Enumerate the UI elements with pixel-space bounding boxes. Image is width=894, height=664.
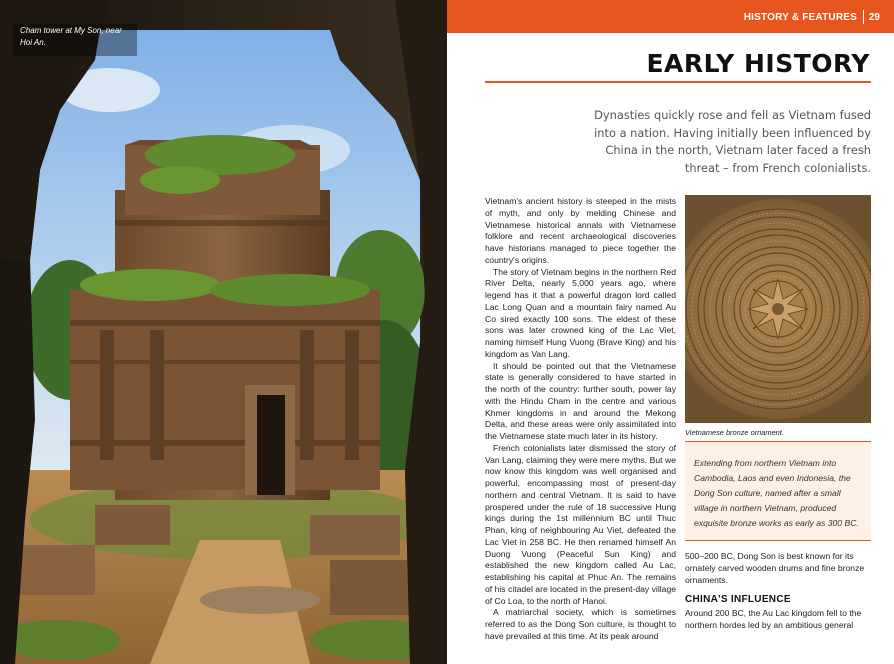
body-paragraph: The story of Vietnam begins in the northern Red River Delta, nearly 5,000 years ago, where legend has it that a powerful dragon lord called Lac Long Quan and a mountain fairy named Au Co sired exactly 100 sons. The eldest of these sons was later crowned king of the Lac Viet, naming himself Hung Vuong (Brave King) and his kingdom as Van Lang. [485,266,676,359]
header-divider [863,10,864,24]
page-number: 29 [868,12,880,23]
body-paragraph: Vietnam's ancient history is steeped in the mists of myth, and only by melding Chinese and Vietnamese historical annals with Vietnamese folklore and recent archaeological discoveries have historians managed to piece together the country's origins. [485,196,676,265]
body-column [485,196,676,643]
drum-caption: Vietnamese bronze ornament. [685,428,784,437]
body-paragraph: It should be pointed out that the Vietnamese state is generally considered to have started in the north of the country: further south, power lay with the Hindu Cham in the centre and various Khmer kingdoms in and around the Mekong Delta, and these areas were only assimilated into the Vietnamese state much later in its history. [485,360,676,441]
section-subheading: CHINA'S INFLUENCE [685,594,791,605]
title-rule [485,81,871,83]
section-label: HISTORY & FEATURES [743,12,857,23]
section-header-bar [447,0,894,33]
body-paragraph: French colonialists later dismissed the story of Van Lang, claiming they were mere myths. But we now know this kingdom was well organised and powerful, encompassing most of present-day northern and central Vietnam. It is said to have prospered under the rule of 18 successive Hung kings during the 1st millennium BC until Thuc Phan, king of neighbouring Au Viet, defeated the Lac Viet in 258 BC. He then renamed himself An Duong Vuong (Peaceful Sun King) and established the new kingdom called Au Lac, establishing his capital at Phuc An. The remains of his citadel are located in the present-day village of Co Loa, to the north of Hanoi. [485,442,676,606]
photo-caption: Cham tower at My Son, near Hoi An. [20,26,122,47]
continued-paragraph: 500–200 BC, Dong Son is best known for its ornately carved wooden drums and fine bronze ornaments. [685,551,865,585]
bronze-drum-photo [685,195,871,423]
subheading-paragraph: Around 200 BC, the Au Lac kingdom fell to the northern hordes led by an ambitious general [685,608,862,630]
intro-paragraph: Dynasties quickly rose and fell as Vietnam fused into a nation. Having initially been influenced by China in the north, Vietnam later faced a fresh threat – from French colonialists. [594,108,871,175]
text-page [447,0,894,664]
sidebar-text: Extending from northern Vietnam into Cambodia, Laos and even Indonesia, the Dong Son culture, named after a small village in northern Vietnam, produced exquisite bronze works as early as 300 BC. [694,458,859,528]
bronze-drum-image [685,195,871,423]
page-title: EARLY HISTORY [646,49,870,78]
body-paragraph: A matriarchal society, which is sometimes referred to as the Dong Son culture, is thought to have prevailed at this time. At its peak around [485,607,676,641]
sidebar-box [685,441,871,541]
